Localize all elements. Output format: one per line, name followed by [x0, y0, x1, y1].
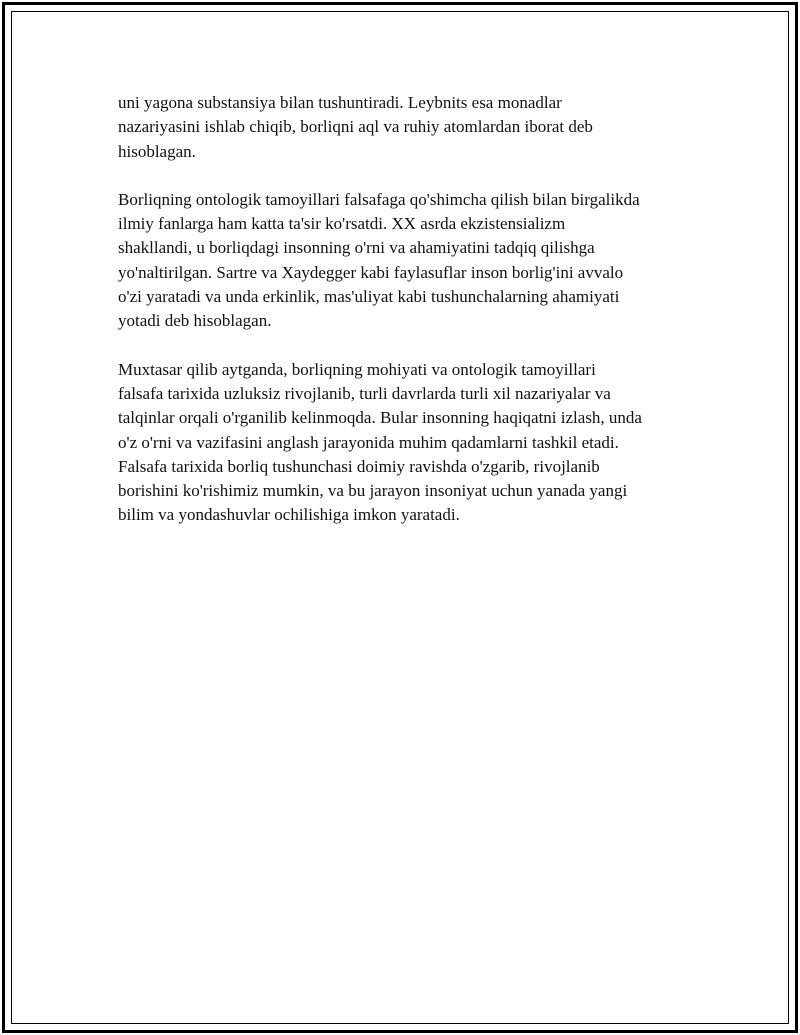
- text-line: borishini ko'rishimiz mumkin, va bu jarayon insoniyat uchun yanada yangi: [118, 481, 628, 501]
- text-line: o'z o'rni va vazifasini anglash jarayonida muhim qadamlarni tashkil etadi.: [118, 432, 619, 452]
- paragraph-2: [118, 188, 688, 334]
- text-line: yotadi deb hisoblagan.: [118, 311, 272, 331]
- document-body: [118, 91, 688, 552]
- text-line: nazariyasini ishlab chiqib, borliqni aql va ruhiy atomlardan iborat deb: [118, 117, 593, 137]
- paragraph-1: [118, 91, 688, 164]
- text-line: falsafa tarixida uzluksiz rivojlanib, turli davrlarda turli xil nazariyalar va: [118, 383, 611, 403]
- text-line: Borliqning ontologik tamoyillari falsafaga qo'shimcha qilish bilan birgalikda: [118, 189, 640, 209]
- text-line: talqinlar orqali o'rganilib kelinmoqda. Bular insonning haqiqatni izlash, unda: [118, 408, 642, 428]
- text-line: o'zi yaratadi va unda erkinlik, mas'uliyat kabi tushunchalarning ahamiyati: [118, 287, 620, 307]
- text-line: yo'naltirilgan. Sartre va Xaydegger kabi faylasuflar inson borlig'ini avvalo: [118, 262, 624, 282]
- text-line: shakllandi, u borliqdagi insonning o'rni va ahamiyatini tadqiq qilishga: [118, 238, 595, 258]
- text-line: ilmiy fanlarga ham katta ta'sir ko'rsatdi. XX asrda ekzistensializm: [118, 214, 566, 234]
- text-line: uni yagona substansiya bilan tushuntiradi. Leybnits esa monadlar: [118, 93, 562, 112]
- paragraph-3: [118, 358, 688, 528]
- text-line: hisoblagan.: [118, 141, 196, 161]
- text-line: Falsafa tarixida borliq tushunchasi doimiy ravishda o'zgarib, rivojlanib: [118, 456, 600, 476]
- text-line: bilim va yondashuvlar ochilishiga imkon yaratadi.: [118, 505, 460, 525]
- text-line: Muxtasar qilib aytganda, borliqning mohiyati va ontologik tamoyillari: [118, 359, 596, 379]
